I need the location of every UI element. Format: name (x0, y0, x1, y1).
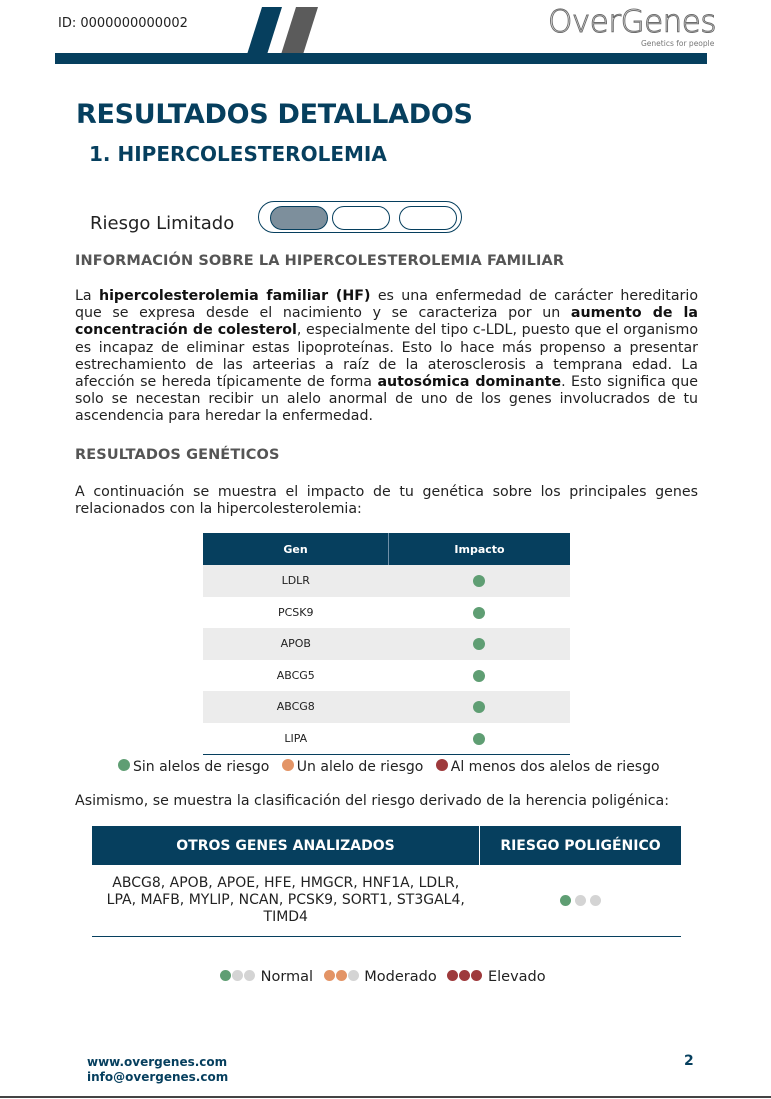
footer-email-link[interactable]: info@overgenes.com (87, 1070, 229, 1084)
info-text: La (75, 288, 99, 304)
legend-red-label: Al menos dos alelos de riesgo (450, 759, 660, 775)
table-row (203, 691, 570, 723)
report-id: ID: 0000000000002 (58, 16, 188, 31)
info-text: . Esto significa que solo se necestan recibir un alelo anormal de uno de los genes involucrados de tu ascendencia para heredar la enfermedad. (75, 374, 698, 425)
impact-cell (389, 723, 571, 755)
logo-tagline: Genetics for people (641, 39, 715, 48)
gene-impact-table (203, 533, 570, 755)
green-dot-icon (220, 970, 231, 981)
info-bold-text: autosómica dominante (377, 374, 562, 391)
red-dot-icon (471, 970, 482, 981)
info-heading: INFORMACIÓN SOBRE LA HIPERCOLESTEROLEMIA FAMILIAR (75, 253, 565, 269)
section-title: 1. HIPERCOLESTEROLEMIA (89, 142, 387, 166)
table-row (203, 565, 570, 597)
risk-level-indicator (258, 201, 462, 233)
risk-pill-3 (399, 206, 457, 230)
info-bold-text: aumento de la concentración de colesterol (75, 305, 698, 339)
table-row (203, 723, 570, 755)
risk-dot-icon (560, 895, 571, 906)
gene-column-header: Gen (203, 533, 389, 565)
table-row (203, 660, 570, 692)
impact-column-header: Impacto (389, 533, 571, 565)
grey-dot-icon (348, 970, 359, 981)
risk-label: Riesgo Limitado (90, 213, 235, 234)
risk-pill-2 (332, 206, 390, 230)
polygenic-risk-header: RIESGO POLIGÉNICO (480, 826, 682, 865)
orange-dot-icon (324, 970, 335, 981)
red-dot-icon (447, 970, 458, 981)
polygenic-legend (220, 969, 552, 985)
green-dot-icon (118, 759, 130, 771)
genetic-results-heading: RESULTADOS GENÉTICOS (75, 447, 280, 463)
red-dot-icon (459, 970, 470, 981)
impact-dot-icon (473, 575, 485, 587)
orange-dot-icon (336, 970, 347, 981)
impact-legend (118, 759, 668, 775)
risk-pill-1 (270, 206, 328, 230)
overgenes-logo: OverGenes (548, 4, 717, 40)
header-bar (55, 53, 707, 64)
impact-cell (389, 628, 571, 660)
impact-dot-icon (473, 733, 485, 745)
gene-name-cell: PCSK9 (277, 605, 314, 619)
info-paragraph (75, 288, 698, 426)
gene-name-cell: ABCG8 (203, 691, 389, 723)
polygenic-table (92, 826, 681, 937)
risk-dot-icon (590, 895, 601, 906)
impact-dot-icon (473, 607, 485, 619)
bottom-divider (0, 1096, 771, 1098)
impact-cell (389, 565, 571, 597)
info-bold-text: hipercolesterolemia familiar (HF) (98, 288, 371, 304)
gene-name-cell: ABCG5 (276, 668, 315, 682)
impact-dot-icon (473, 701, 485, 713)
genes-line: TIMD4 (263, 909, 308, 925)
table-row (203, 628, 570, 660)
gene-name-cell: LDLR (203, 565, 389, 597)
genes-line: LPA, MAFB, MYLIP, NCAN, PCSK9, SORT1, ST3GAL4, (106, 892, 465, 908)
other-genes-list (92, 865, 480, 937)
grey-dot-icon (232, 970, 243, 981)
legend-green-label: Sin alelos de riesgo (133, 759, 270, 775)
impact-dot-icon (473, 638, 485, 650)
risk-dot-icon (575, 895, 586, 906)
footer-website-link[interactable]: www.overgenes.com (87, 1055, 228, 1069)
gene-name-cell: APOB (203, 628, 389, 660)
polygenic-risk-dots (480, 865, 682, 937)
grey-dot-icon (244, 970, 255, 981)
genes-line: ABCG8, APOB, APOE, HFE, HMGCR, HNF1A, LDLR, (112, 875, 460, 891)
impact-cell (389, 597, 571, 629)
page-title: RESULTADOS DETALLADOS (76, 99, 473, 130)
info-text: , especialmente del tipo c-LDL, puesto que el organismo es incapaz de eliminar estas lipoproteínas. Esto lo hace más propenso a presentar estrechamiento de las arteerias a raíz de la aterosclerosis a temprana edad. La afección se hereda típicamente de forma (75, 322, 699, 391)
polygenic-intro: Asimismo, se muestra la clasificación del riesgo derivado de la herencia poligénica: (75, 793, 670, 809)
red-dot-icon (436, 759, 448, 771)
impact-cell (389, 691, 571, 723)
info-text: es una enfermedad de carácter hereditario que se expresa desde el nacimiento y se caracteriza por un (75, 288, 699, 322)
orange-dot-icon (282, 759, 294, 771)
gene-name-cell: LIPA (203, 723, 389, 755)
impact-cell (389, 660, 571, 692)
page-number: 2 (684, 1053, 694, 1069)
impact-dot-icon (473, 670, 485, 682)
table-row (203, 597, 570, 629)
other-genes-header: OTROS GENES ANALIZADOS (92, 826, 480, 865)
legend-normal-label: Normal (260, 969, 314, 985)
legend-high-label: Elevado (487, 969, 546, 985)
legend-moderate-label: Moderado (364, 969, 437, 985)
genetic-intro: A continuación se muestra el impacto de tu genética sobre los principales genes relacionados con la hipercolesterolemia: (75, 484, 698, 518)
legend-orange-label: Un alelo de riesgo (296, 759, 424, 775)
